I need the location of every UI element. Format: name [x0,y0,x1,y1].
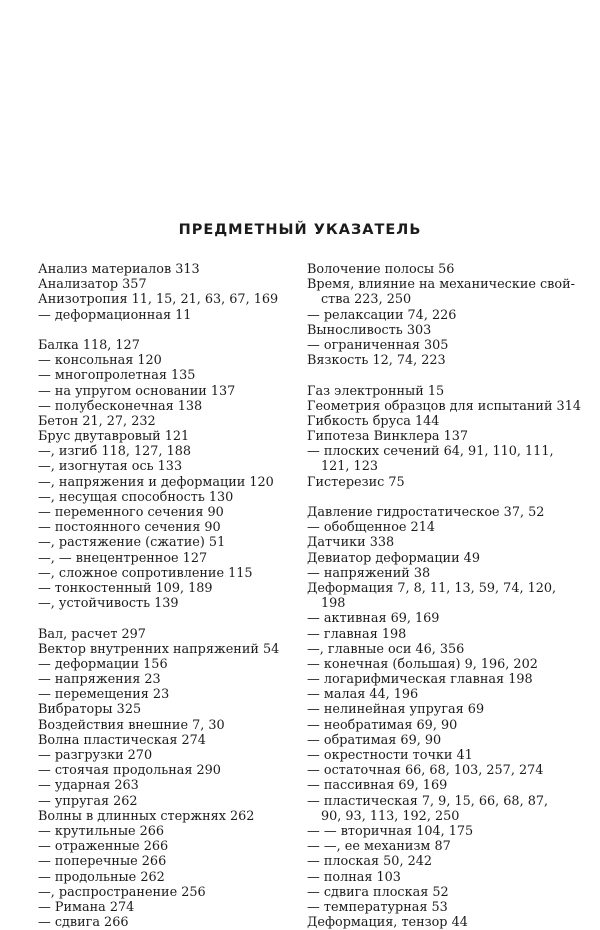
index-entry: — Римана 274 [38,899,135,915]
index-entry: —, распространение 256 [38,884,206,900]
index-entry: — разгрузки 270 [38,748,153,763]
index-entry: Воздействия внешние 7, 30 [38,717,225,733]
section-gap [307,490,572,505]
index-entry: — ограниченная 305 [307,337,449,353]
index-entry: Волны в длинных стержнях 262 [38,808,255,824]
index-entry: Балка 118, 127 [38,337,140,353]
index-entry: Анализатор 357 [38,277,147,293]
index-entry: Гипотеза Винклера 137 [307,429,469,445]
index-entry: —, устойчивость 139 [38,596,179,612]
index-entry: —, сложное сопротивление 115 [38,565,253,581]
index-entry: Выносливость 303 [307,322,432,338]
index-entry: — упругая 262 [38,793,138,809]
index-entry: — отраженные 266 [38,839,169,855]
index-entry: — окрестности точки 41 [307,748,473,763]
index-entry: Волна пластическая 274 [38,732,206,748]
index-column-right [307,262,581,930]
index-entry: — обратимая 69, 90 [307,732,442,748]
index-entry: — плоская 50, 242 [307,854,433,870]
index-entry: Деформация, тензор 44 [307,915,468,930]
index-entry: — сдвига плоская 52 [307,884,449,900]
index-entry: Давление гидростатическое 37, 52 [307,505,545,520]
index-entry: — релаксации 74, 226 [307,307,457,323]
index-entry: — плоских сечений 64, 91, 110, 111, [307,444,554,460]
index-entry: —, изогнутая ось 133 [38,459,183,475]
index-entry: — температурная 53 [307,899,448,915]
index-entry: —, несущая способность 130 [38,489,234,505]
index-entry: Анизотропия 11, 15, 21, 63, 67, 169 [38,292,279,308]
index-entry: — необратимая 69, 90 [307,717,458,733]
index-entry: Деформация 7, 8, 11, 13, 59, 74, 120, [307,580,557,596]
section-gap [38,611,300,626]
index-entry: Вязкость 12, 74, 223 [307,353,446,369]
index-entry: Волочение полосы 56 [307,262,455,277]
index-entry: Геометрия образцов для испытаний 314 [307,398,581,414]
index-entry: — —, ее механизм 87 [307,839,451,855]
index-entry: — продольные 262 [38,869,165,885]
index-entry: — главная 198 [307,626,407,642]
index-entry: —, — внецентренное 127 [38,550,208,566]
index-entry: — консольная 120 [38,353,162,369]
index-entry-continuation: ства 223, 250 [321,292,412,308]
index-entry: — постоянного сечения 90 [38,520,221,536]
index-entry: — логарифмическая главная 198 [307,672,533,688]
index-entry: Девиатор деформации 49 [307,550,480,566]
index-entry: Бетон 21, 27, 232 [38,413,156,429]
index-entry: — пластическая 7, 9, 15, 66, 68, 87, [307,793,549,809]
index-entry: Вектор внутренних напряжений 54 [38,641,280,657]
index-entry: — на упругом основании 137 [38,383,236,399]
index-entry: — переменного сечения 90 [38,505,224,520]
index-entry: Вибраторы 325 [38,702,142,718]
index-entry: — малая 44, 196 [307,687,419,703]
index-entry: — ударная 263 [38,778,139,794]
index-entry: — деформации 156 [38,656,168,672]
index-entry: — деформационная 11 [38,307,192,323]
index-column-left [38,262,300,930]
index-entry: — напряжений 38 [307,565,431,581]
index-entry: Гистерезис 75 [307,474,405,490]
index-entry: — сдвига 266 [38,915,129,930]
section-gap [307,368,572,383]
index-entry: —, растяжение (сжатие) 51 [38,535,226,551]
index-entry: — многопролетная 135 [38,368,196,384]
index-entry: — активная 69, 169 [307,611,440,627]
index-entry: Вал, расчет 297 [38,626,146,642]
index-entry: —, напряжения и деформации 120 [38,474,274,490]
index-entry: — поперечные 266 [38,854,167,870]
index-entry: — обобщенное 214 [307,520,435,536]
index-entry: — полубесконечная 138 [38,398,203,414]
index-entry: Датчики 338 [307,535,395,551]
index-entry: Брус двутавровый 121 [38,429,190,445]
index-entry-continuation: 121, 123 [321,459,378,475]
index-entry-continuation: 198 [321,596,346,612]
section-gap [38,323,300,338]
index-entry-continuation: 90, 93, 113, 192, 250 [321,808,460,824]
index-entry: Анализ материалов 313 [38,262,200,277]
index-entry: —, главные оси 46, 356 [307,641,465,657]
page-title: ПРЕДМЕТНЫЙ УКАЗАТЕЛЬ [178,222,422,238]
index-entry: — пассивная 69, 169 [307,778,448,794]
index-entry: — — вторичная 104, 175 [307,823,474,839]
index-entry: Время, влияние на механические свой- [307,277,575,293]
index-entry: — конечная (большая) 9, 196, 202 [307,656,538,672]
index-entry: — напряжения 23 [38,672,161,688]
index-entry: — тонкостенный 109, 189 [38,580,213,596]
index-entry: — крутильные 266 [38,823,165,839]
index-entry: — остаточная 66, 68, 103, 257, 274 [307,763,544,779]
index-entry: — полная 103 [307,869,401,885]
index-entry: Газ электронный 15 [307,383,445,399]
index-entry: — стоячая продольная 290 [38,763,221,779]
index-entry: Гибкость бруса 144 [307,413,440,429]
index-entry: — перемещения 23 [38,687,170,703]
index-entry: — нелинейная упругая 69 [307,702,485,718]
index-entry: —, изгиб 118, 127, 188 [38,444,191,460]
